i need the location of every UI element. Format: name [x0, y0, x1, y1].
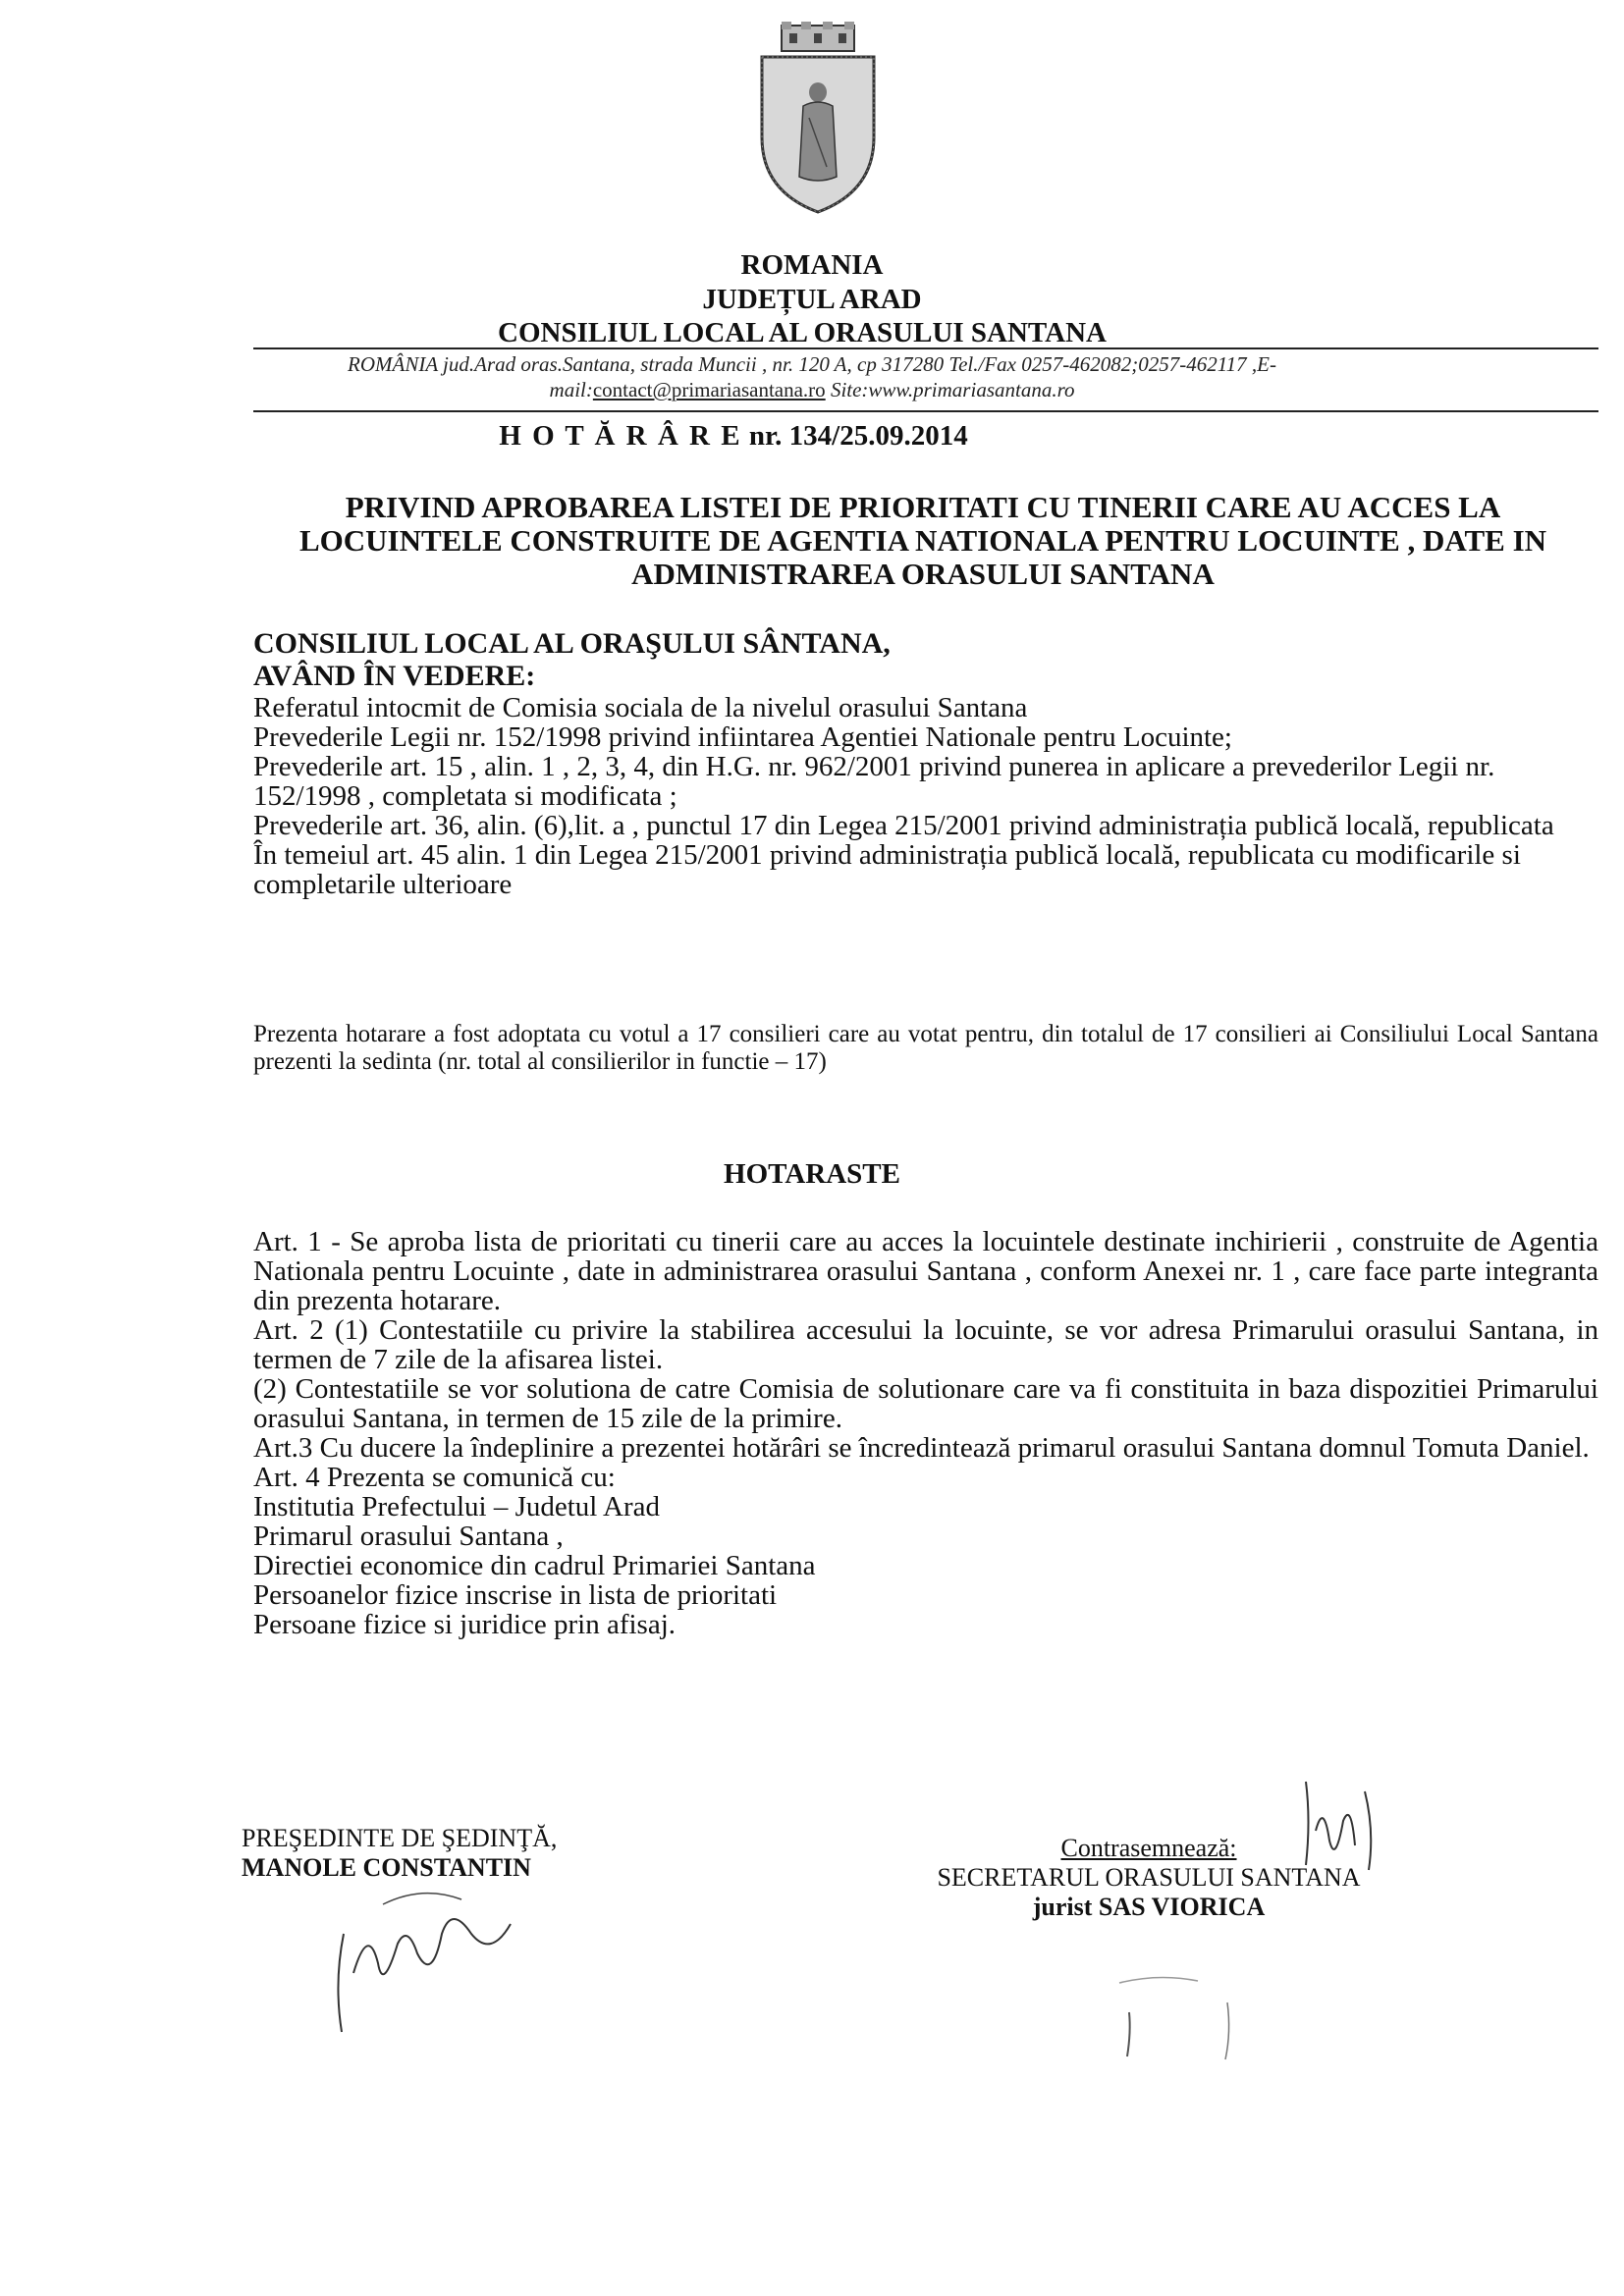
secretary-signature-icon — [1267, 1772, 1404, 1890]
article-2-2: (2) Contestatiile se vor solutiona de catre Comisia de solutionare care va fi constituita in baza dispozitiei Primarului orasului Santana, in termen de 15 zile de la primire. — [253, 1373, 1598, 1434]
header-address: ROMÂNIA jud.Arad oras.Santana, strada Muncii , nr. 120 A, cp 317280 Tel./Fax 0257-462082;0257-462117 ,E- — [348, 352, 1276, 376]
stamp-marks-icon — [1100, 1973, 1257, 2061]
title-line-1: PRIVIND APROBAREA LISTEI DE PRIORITATI CU TINERII CARE AU ACCES LA — [345, 490, 1501, 524]
preamble-item-3: Prevederile art. 15 , alin. 1 , 2, 3, 4, din H.G. nr. 962/2001 privind punerea in aplicare a prevederilor Legii nr. 152/1998 , completata si modificata ; — [253, 751, 1495, 812]
considering-heading: AVÂND ÎN VEDERE: — [253, 660, 536, 692]
preamble-item-1: Referatul intocmit de Comisia sociala de la nivelul orasului Santana — [253, 692, 1028, 723]
header-contact-line — [0, 377, 1624, 402]
site-prefix: Site: — [825, 378, 869, 401]
secretary-name: jurist SAS VIORICA — [1032, 1893, 1266, 1921]
header-rule-top — [253, 347, 1598, 349]
recipient-item: Directiei economice din cadrul Primariei Santana — [253, 1550, 816, 1581]
site-link[interactable]: www.primariasantana.ro — [868, 378, 1075, 401]
mail-prefix: mail: — [549, 378, 593, 401]
secretary-role: SECRETARUL ORASULUI SANTANA — [937, 1863, 1361, 1892]
article-1: Art. 1 - Se aproba lista de prioritati cu tinerii care au acces la locuintele destinate inchirierii , construite de Agentia Nationala pentru Locuinte , date in administrarea orasului Santana , conform Anexei nr. 1 , care face parte integranta din prezenta hotarare. — [253, 1226, 1598, 1316]
email-link[interactable]: contact@primariasantana.ro — [592, 378, 826, 401]
articles — [253, 1227, 1598, 1639]
recipient-item: Persoanelor fizice inscrise in lista de prioritati — [253, 1579, 778, 1611]
article-3: Art.3 Cu ducere la îndeplinire a prezentei hotărâri se încredintează primarul orasului Santana domnul Tomuta Daniel. — [253, 1432, 1590, 1464]
header-country: ROMANIA — [740, 249, 884, 281]
president-role: PREŞEDINTE DE ŞEDINŢĂ, — [242, 1824, 558, 1852]
countersign-label: Contrasemnează: — [1060, 1834, 1237, 1862]
header-council: CONSILIUL LOCAL AL ORASULUI SANTANA — [498, 317, 1107, 348]
preamble-item-4: Prevederile art. 36, alin. (6),lit. a , punctul 17 din Legea 215/2001 privind administrația publică locală, republicata — [253, 810, 1554, 841]
preamble — [253, 628, 1598, 899]
title-line-3: ADMINISTRAREA ORASULUI SANTANA — [631, 557, 1215, 591]
decision-number: nr. 134/25.09.2014 — [741, 420, 968, 452]
article-2-1: Art. 2 (1) Contestatiile cu privire la stabilirea accesului la locuinte, se vor adresa Primarului orasului Santana, in termen de 7 zile de la afisarea listei. — [253, 1314, 1598, 1375]
decides-heading: HOTARASTE — [724, 1158, 900, 1190]
decision-word: H O T Ă R Â R E — [499, 420, 742, 452]
preamble-item-2: Prevederile Legii nr. 152/1998 privind infiintarea Agentiei Nationale pentru Locuinte; — [253, 721, 1232, 753]
recipient-item: Primarul orasului Santana , — [253, 1521, 564, 1552]
decision-heading — [0, 420, 1545, 453]
recipient-item: Institutia Prefectului – Judetul Arad — [253, 1491, 660, 1522]
title-line-2: LOCUINTELE CONSTRUITE DE AGENTIA NATIONALA PENTRU LOCUINTE , DATE IN — [298, 523, 1547, 558]
president-signature-icon — [324, 1865, 540, 2042]
coat-of-arms-icon — [754, 20, 882, 216]
council-name: CONSILIUL LOCAL AL ORAŞULUI SÂNTANA, — [253, 627, 891, 660]
preamble-item-5: În temeiul art. 45 alin. 1 din Legea 215/2001 privind administrația publică locală, republicata cu modificarile si completarile ulterioare — [253, 839, 1521, 900]
header-county: JUDEȚUL ARAD — [702, 284, 922, 315]
president-name: MANOLE CONSTANTIN — [242, 1853, 531, 1882]
header-rule-bottom — [253, 410, 1598, 412]
recipient-item: Persoane fizice si juridice prin afisaj. — [253, 1609, 677, 1640]
article-4: Art. 4 Prezenta se comunică cu: — [253, 1462, 616, 1493]
vote-paragraph: Prezenta hotarare a fost adoptata cu votul a 17 consilieri care au votat pentru, din totalul de 17 consilieri ai Consiliului Local Santana prezenti la sedinta (nr. total al consilierilor in functie – 17) — [253, 1021, 1598, 1075]
decision-title — [245, 491, 1600, 591]
